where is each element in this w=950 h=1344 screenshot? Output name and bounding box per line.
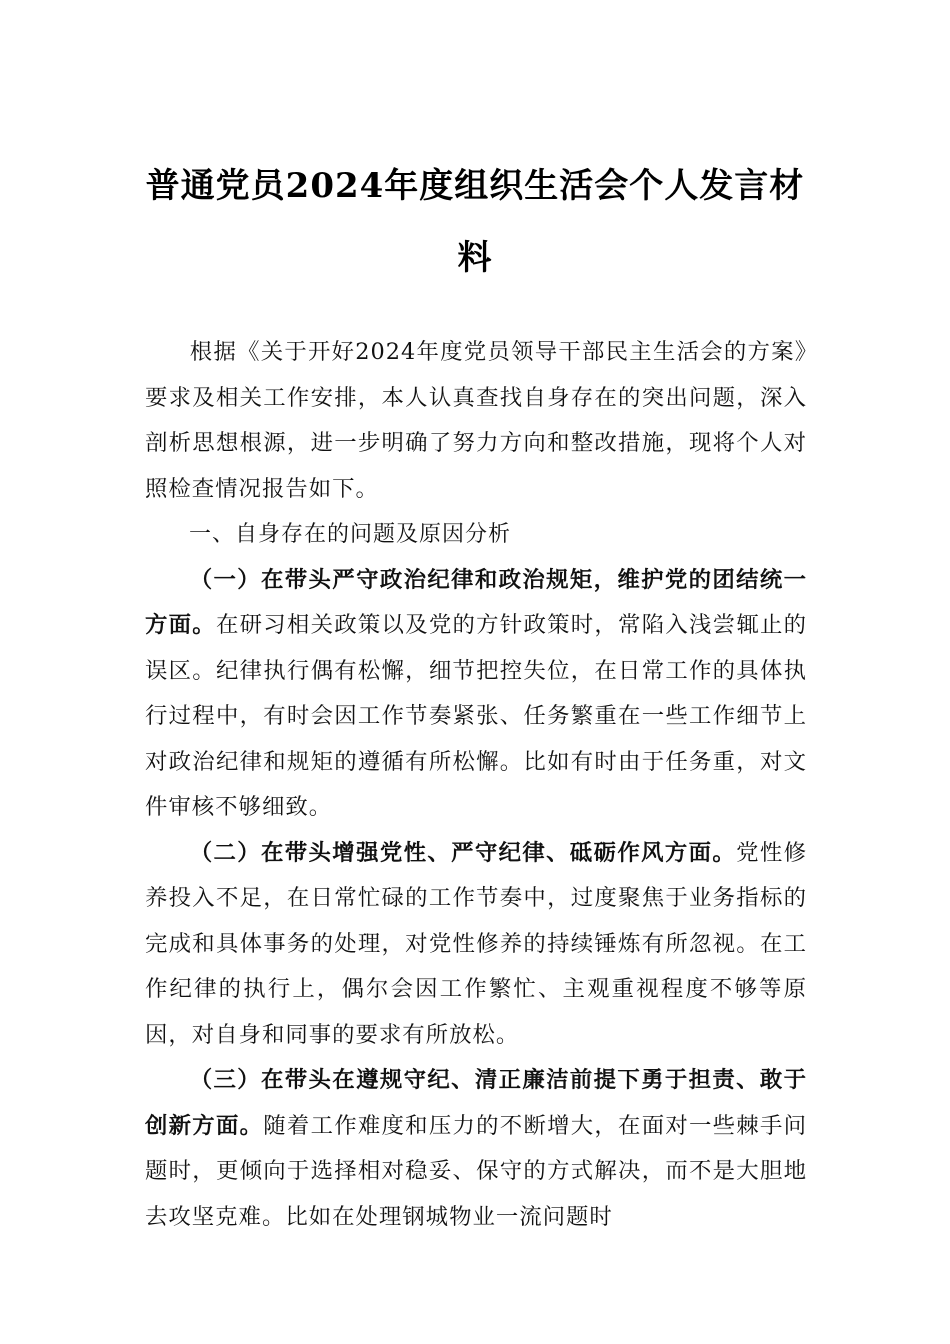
item-text-1: 在研习相关政策以及党的方针政策时，常陷入浅尝辄止的误区。纪律执行偶有松懈，细节把控失位，在日常工作的具体执行过程中，有时会因工作节奏紧张、任务繁重在一些工作细节上对政治纪律和规矩的遵循有所松懈。比如有时由于任务重，对文件审核不够细致。 [145,612,808,820]
item-text-3: 随着工作难度和压力的不断增大，在面对一些棘手问题时，更倾向于选择相对稳妥、保守的方式解决，而不是大胆地去攻坚克难。比如在处理钢城物业一流问题时 [145,1112,808,1230]
item-paragraph-2 [145,831,807,1059]
section-heading: 一、自身存在的问题及原因分析 [189,522,512,547]
document-title: 普通党员2024年度组织生活会个人发言材料 [145,166,805,278]
document-body [145,330,807,1240]
item-lead-3: （三）在带头在遵规守纪、清正廉洁前提下勇于担责、敢于创新方面。 [145,1067,807,1139]
item-text-2: 党性修养投入不足，在日常忙碌的工作节奏中，过度聚焦于业务指标的完成和具体事务的处理，对党性修养的持续锤炼有所忽视。在工作纪律的执行上，偶尔会因工作繁忙、主观重视程度不够等原因，对自身和同事的要求有所放松。 [145,839,808,1048]
intro-paragraph: 根据《关于开好2024年度党员领导干部民主生活会的方案》要求及相关工作安排，本人认真查找自身存在的突出问题，深入剖析思想根源，进一步明确了努力方向和整改措施，现将个人对照检查情况报告如下。 [145,339,807,502]
item-lead-1: （一）在带头严守政治纪律和政治规矩，维护党的团结统一方面。 [145,566,807,638]
item-paragraph-3 [145,1058,807,1240]
item-lead-2: （二）在带头增强党性、严守纪律、砥砺作风方面。 [189,839,737,866]
item-paragraph-1 [145,558,807,831]
